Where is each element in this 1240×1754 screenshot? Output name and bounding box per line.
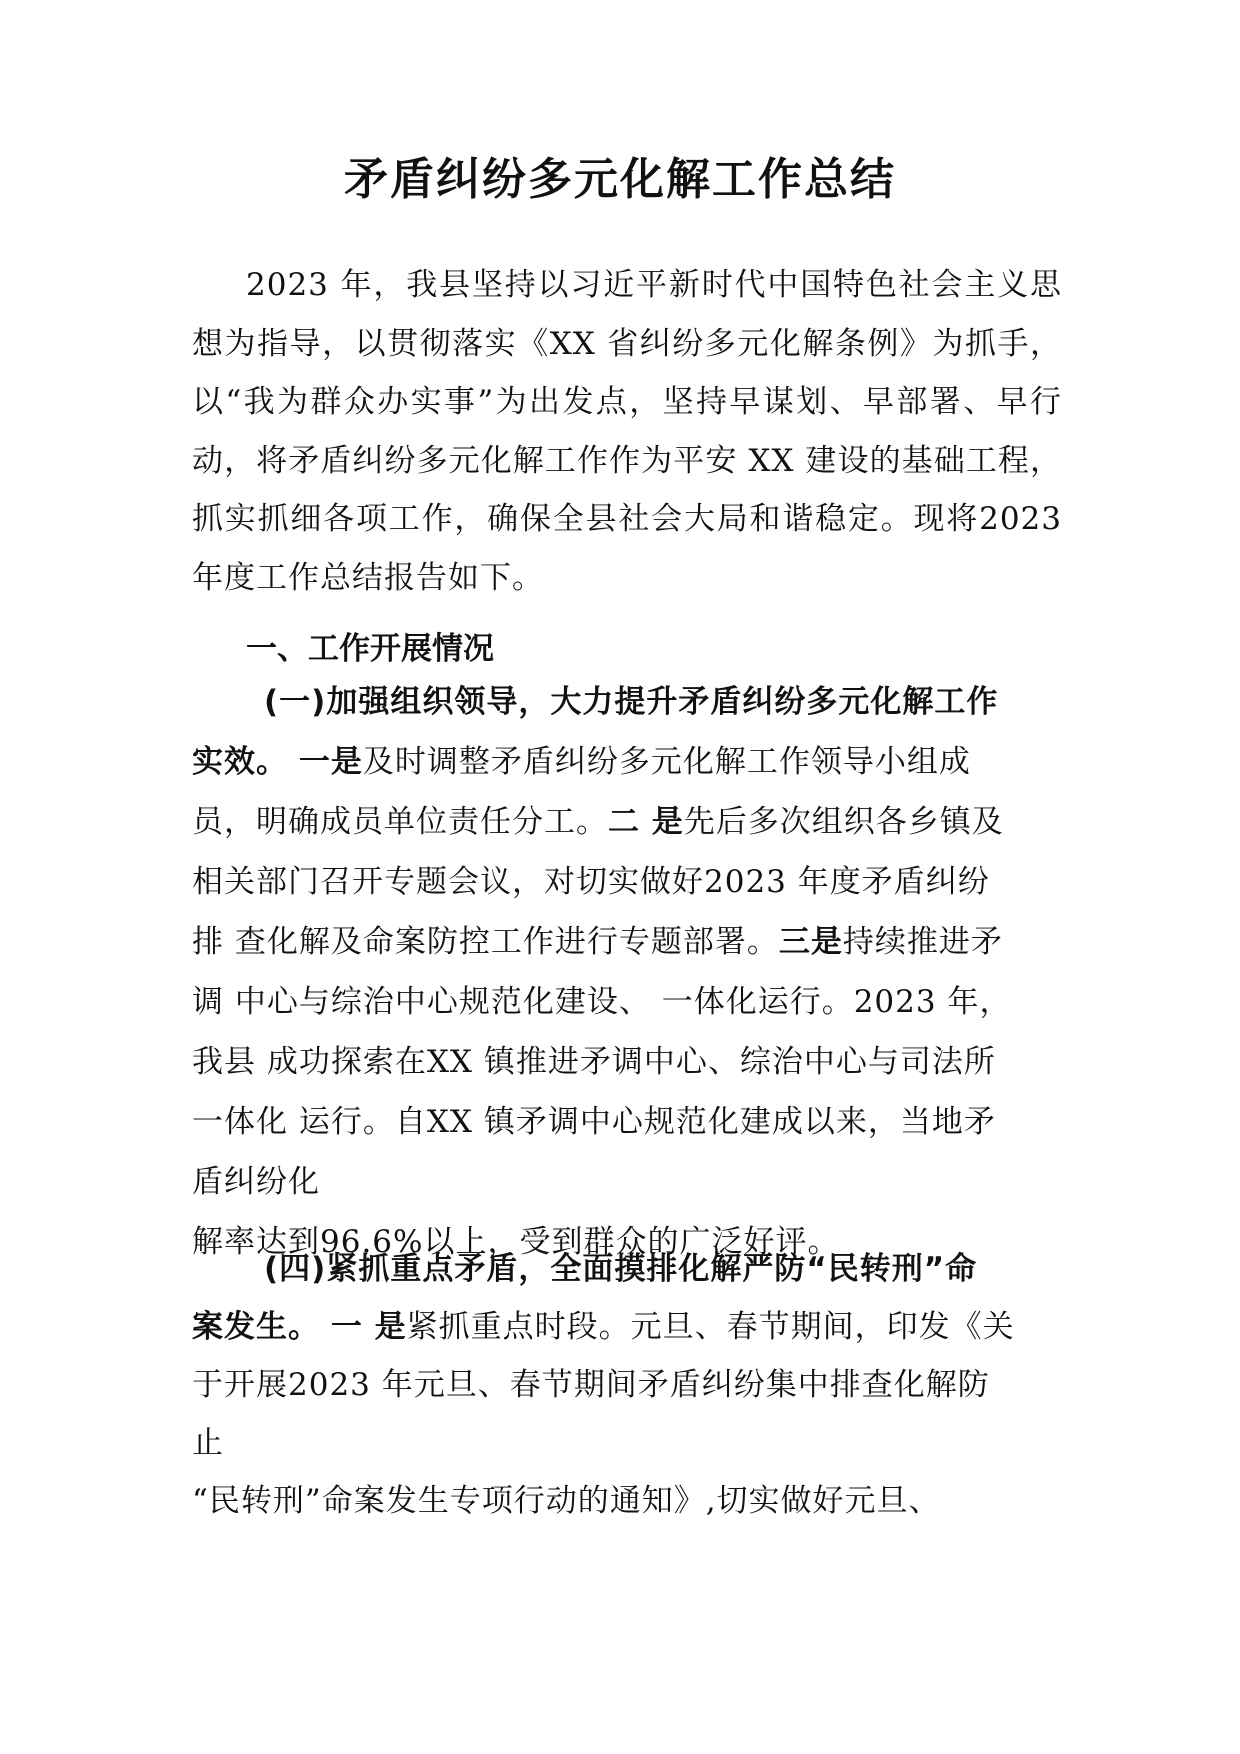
paragraph-text: 持续推进矛 [842, 924, 1003, 960]
subsection-4-heading-part2: 案发生。 [192, 1309, 320, 1345]
subsection-1-heading-part1: (一)加强组织领导，大力提升矛盾纠纷多元化解工作 [264, 684, 999, 720]
section-heading-work-status: 一、工作开展情况 [246, 631, 494, 667]
subsection-4-heading-part1: (四)紧抓重点矛盾，全面摸排化解严防“民转刑”命 [264, 1251, 978, 1287]
paragraph-line: 止 [192, 1425, 224, 1461]
paragraph-line [192, 732, 1042, 792]
paragraph-text: 及时调整矛盾纠纷多元化解工作领导小组成 [362, 744, 971, 780]
paragraph-line: 于开展2023 年元旦、春节期间矛盾纠纷集中排查化解防 [192, 1367, 990, 1403]
subsection-1-paragraph [192, 672, 1042, 1272]
subsection-1-heading-part2: 实效。 [192, 744, 288, 780]
paragraph-line: 相关部门召开专题会议，对切实做好2023 年度矛盾纠纷 [192, 864, 990, 900]
intro-paragraph: 2023 年，我县坚持以习近平新时代中国特色社会主义思想为指导，以贯彻落实《XX 省纠纷多元化解条例》为抓手，以“我为群众办实事”为出发点，坚持早谋划、早部署、早行动，将矛盾纠纷多元化解工作作为平安 XX 建设的基础工程，抓实抓细各项工作，确保全县社会大局和谐稳定。现将2023 年度工作总结报告如下。 [192, 267, 1062, 596]
paragraph-text: 紧抓重点时段。元旦、春节期间，印发《关 [406, 1309, 1015, 1345]
subsection-4-paragraph [192, 1240, 1042, 1530]
paragraph-line: 我县 成功探索在XX 镇推进矛调中心、综治中心与司法所 [192, 1044, 996, 1080]
lead-label-first: 一 是 [330, 1309, 407, 1345]
lead-label-second: 二 是 [608, 804, 684, 840]
paragraph-line: 解率达到96.6%以上，受到群众的广泛好评。 [192, 1224, 840, 1260]
lead-label-first: 一是 [298, 744, 363, 780]
paragraph-line [192, 912, 1042, 972]
paragraph-text: 先后多次组织各乡镇及 [683, 804, 1004, 840]
paragraph-line: “民转刑”命案发生专项行动的通知》,切实做好元旦、 [192, 1483, 941, 1519]
document-title: 矛盾纠纷多元化解工作总结 [344, 154, 896, 205]
subsection-4-heading-line [192, 1240, 1042, 1298]
lead-label-third: 三是 [778, 924, 843, 960]
paragraph-text: 排 查化解及命案防控工作进行专题部署。 [192, 924, 779, 960]
paragraph-line: 盾纠纷化 [192, 1164, 320, 1200]
paragraph-line: 一体化 运行。自XX 镇矛调中心规范化建成以来，当地矛 [192, 1104, 996, 1140]
subsection-1-heading-line [192, 672, 1042, 732]
paragraph-line [192, 792, 1042, 852]
paragraph-text: 员，明确成员单位责任分工。 [192, 804, 608, 840]
paragraph-line [192, 1298, 1042, 1356]
paragraph-line: 调 中心与综治中心规范化建设、 一体化运行。2023 年， [192, 984, 1012, 1020]
